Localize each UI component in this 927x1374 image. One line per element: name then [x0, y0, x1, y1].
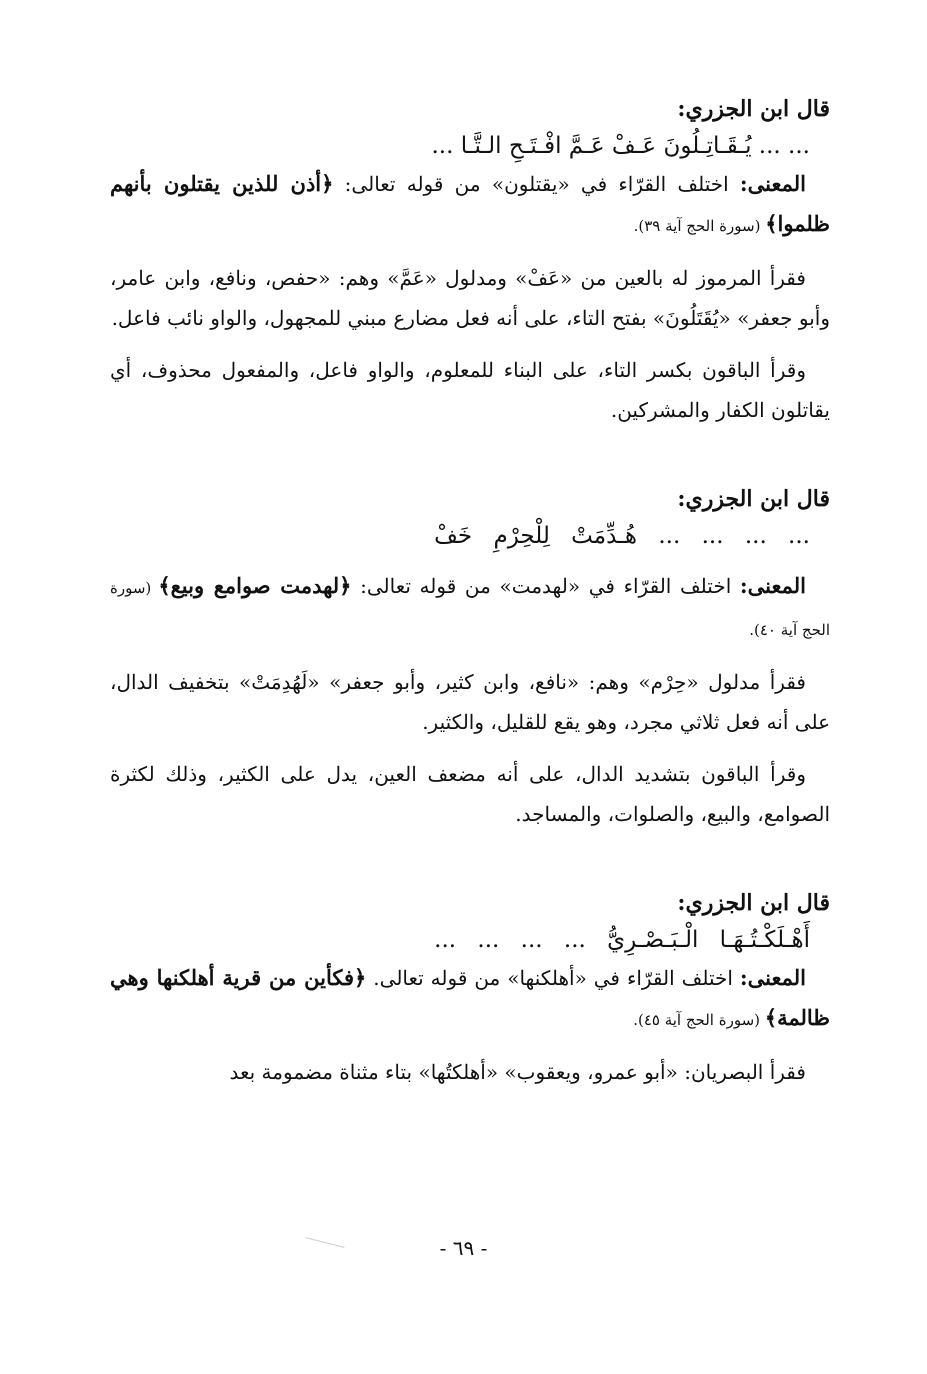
meaning-paragraph	[110, 566, 830, 650]
poem-verse: أَهْـلَكْـتُـهَـا الْـبَـصْـرِيُّ ... ... ... ...	[434, 927, 810, 953]
quran-quote: ﴿فكأين من قرية أهلكنها وهي ظالمة﴾	[110, 965, 830, 1030]
poem-verse: ... ... ... ... هُـدِّمَتْ لِلْحِرْمِ خَفْ	[434, 523, 810, 549]
surah-reference: (سورة الحج آية ٤٥).	[633, 1011, 765, 1029]
meaning-text: اختلف القرّاء في «لهدمت» من قوله تعالى:	[351, 574, 740, 598]
section-heading: قال ابن الجزري:	[677, 96, 830, 122]
surah-reference: (سورة الحج آية ٤٠).	[110, 579, 830, 639]
meaning-text: اختلف القرّاء في «يقتلون» من قوله تعالى:	[333, 172, 740, 196]
reading-paragraph: فقرأ البصريان: «أبو عمرو، ويعقوب» «أهلكتُها» بتاء مثناة مضمومة بعد	[229, 1060, 806, 1084]
section-2	[110, 482, 830, 834]
section-heading: قال ابن الجزري:	[677, 890, 830, 916]
section-1	[110, 92, 830, 430]
poem-verse: ... ... يُـقَـاتِـلُونَ عَـفْ عَـمَّ افْـتَـحِ الـتَّـا ...	[431, 133, 810, 159]
reading-paragraph: فقرأ مدلول «حِرْم» وهم: «نافع، وابن كثير، وأبو جعفر» «لَهُدِمَتْ» بتخفيف الدال، على أنه فعل ثلاثي مجرد، وهو يقع للقليل، والكثير.	[110, 670, 830, 734]
meaning-label: المعنى:	[739, 965, 806, 990]
reading-paragraph: وقرأ الباقون بكسر التاء، على البناء للمعلوم، والواو فاعل، والمفعول محذوف، أي يقاتلون الكفار والمشركين.	[110, 358, 830, 422]
surah-reference: (سورة الحج آية ٣٩).	[633, 217, 766, 235]
section-heading: قال ابن الجزري:	[677, 486, 830, 512]
meaning-paragraph	[110, 164, 830, 246]
quran-quote: ﴿لهدمت صوامع وبيع﴾	[158, 573, 352, 598]
reading-paragraph: فقرأ المرموز له بالعين من «عَفْ» ومدلول «عَمَّ» وهم: «حفص، ونافع، وابن عامر، وأبو جعفر» «يُقَتَلُونَ» بفتح التاء، على أنه فعل مضارع مبني للمجهول، والواو نائب فاعل.	[110, 266, 830, 330]
meaning-label: المعنى:	[739, 171, 806, 196]
page-body	[110, 92, 830, 1092]
meaning-text: اختلف القرّاء في «أهلكنها» من قوله تعالى.	[366, 966, 740, 990]
meaning-paragraph	[110, 958, 830, 1040]
quran-quote: ﴿أذن للذين يقتلون بأنهم ظلموا﴾	[110, 171, 830, 236]
section-3	[110, 886, 830, 1092]
reading-paragraph: وقرأ الباقون بتشديد الدال، على أنه مضعف العين، يدل على الكثير، وذلك لكثرة الصوامع، والبيع، والصلوات، والمساجد.	[110, 762, 830, 826]
meaning-label: المعنى:	[739, 573, 806, 598]
page-number: - ٦٩ -	[439, 1236, 488, 1260]
